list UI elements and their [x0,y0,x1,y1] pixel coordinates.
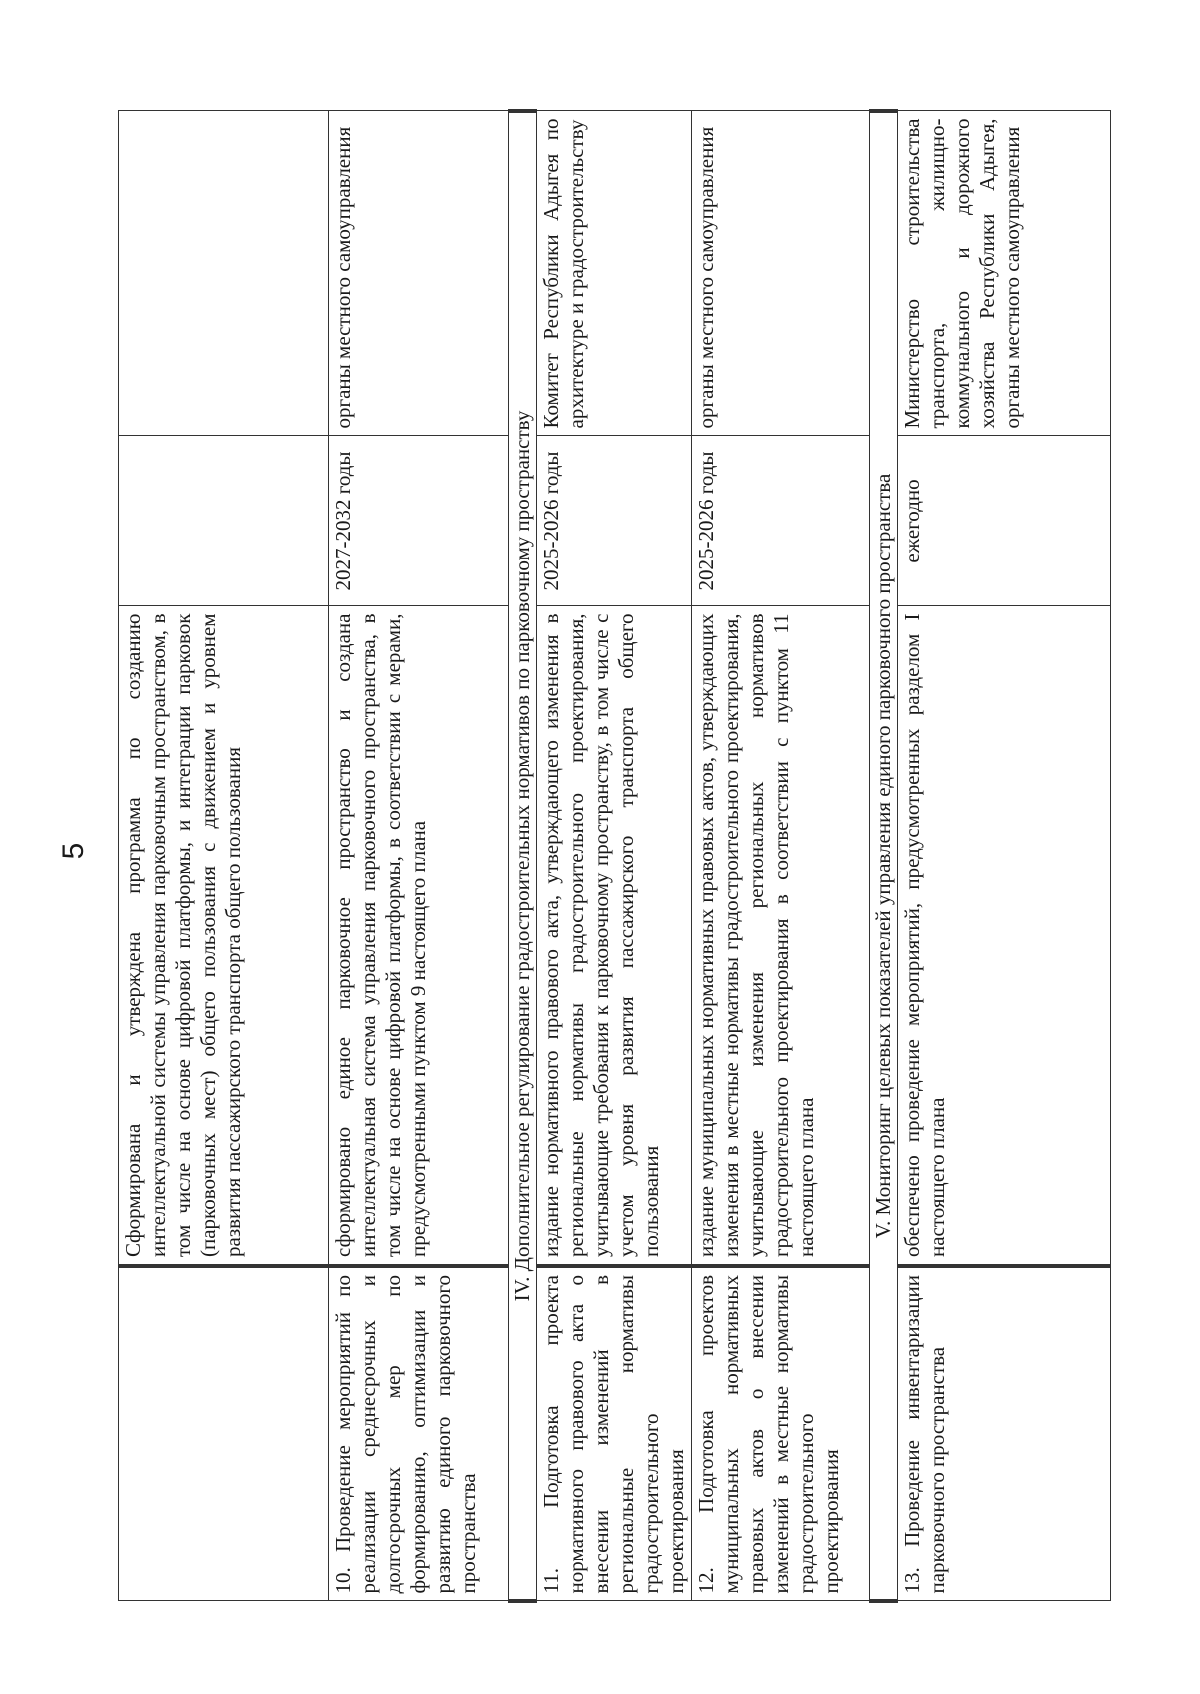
responsible-cell: органы местного самоуправления [329,111,509,436]
responsible-cell: Комитет Республики Адыгея по архитектуре и градостроительству [537,111,692,436]
plan-table-rotated [118,113,1103,1603]
result-cell: издание муниципальных нормативных правовых актов, утверждающих изменения в местные нормативы градостроительного проектирования, учитывающие изменения региональных нормативов градостроительного проектирования в соответствии с пунктом 11 настоящего плана [692,606,870,1266]
section-heading-v: V. Мониторинг целевых показателей управления единого парковочного пространства [870,111,898,1601]
event-cell [119,1266,329,1601]
term-cell: 2025-2026 годы [537,436,692,606]
responsible-cell: Министерство строительства транспорта, жилищно-коммунального и дорожного хозяйства Республики Адыгея, органы местного самоуправления [898,111,1111,436]
event-cell: 11. Подготовка проекта нормативного правового акта о внесении изменений в региональные нормативы градостроительного проектирования [537,1266,692,1601]
term-cell: 2025-2026 годы [692,436,870,606]
section-heading-iv: IV. Дополнительное регулирование градостроительных нормативов по парковочному пространству [509,111,537,1601]
result-cell: Сформирована и утверждена программа по созданию интеллектуальной системы управления парковочным пространством, в том числе на основе цифровой платформы, и интеграции парковок (парковочных мест) общего пользования с движением и уровнем развития пассажирского транспорта общего пользования [119,606,329,1266]
page-number: 5 [57,842,90,860]
section-row [509,111,537,1601]
event-cell: 10. Проведение мероприятий по реализации среднесрочных и долгосрочных мер по формированию, оптимизации и развитию единого парковочного пространства [329,1266,509,1601]
table-row [119,111,329,1601]
result-cell: издание нормативного правового акта, утверждающего изменения в региональные нормативы градостроительного проектирования, учитывающие требования к парковочному пространству, в том числе с учетом уровня развития пассажирского транспорта общего пользования [537,606,692,1266]
result-cell: сформировано единое парковочное пространство и создана интеллектуальная система управления парковочного пространства, в том числе на основе цифровой платформы, в соответствии с мерами, предусмотренными пунктом 9 настоящего плана [329,606,509,1266]
event-cell: 13. Проведение инвентаризации парковочного пространства [898,1266,1111,1601]
term-cell [119,436,329,606]
result-cell: обеспечено проведение мероприятий, предусмотренных разделом I настоящего плана [898,606,1111,1266]
section-row [870,111,898,1601]
table-row [329,111,509,1601]
term-cell: 2027-2032 годы [329,436,509,606]
term-cell: ежегодно [898,436,1111,606]
table-row [537,111,692,1601]
responsible-cell [119,111,329,436]
responsible-cell: органы местного самоуправления [692,111,870,436]
event-cell: 12. Подготовка проектов муниципальных нормативных правовых актов о внесении изменений в местные нормативы градостроительного проектирования [692,1266,870,1601]
table-row [898,111,1111,1601]
plan-table [118,109,1111,1603]
table-row [692,111,870,1601]
